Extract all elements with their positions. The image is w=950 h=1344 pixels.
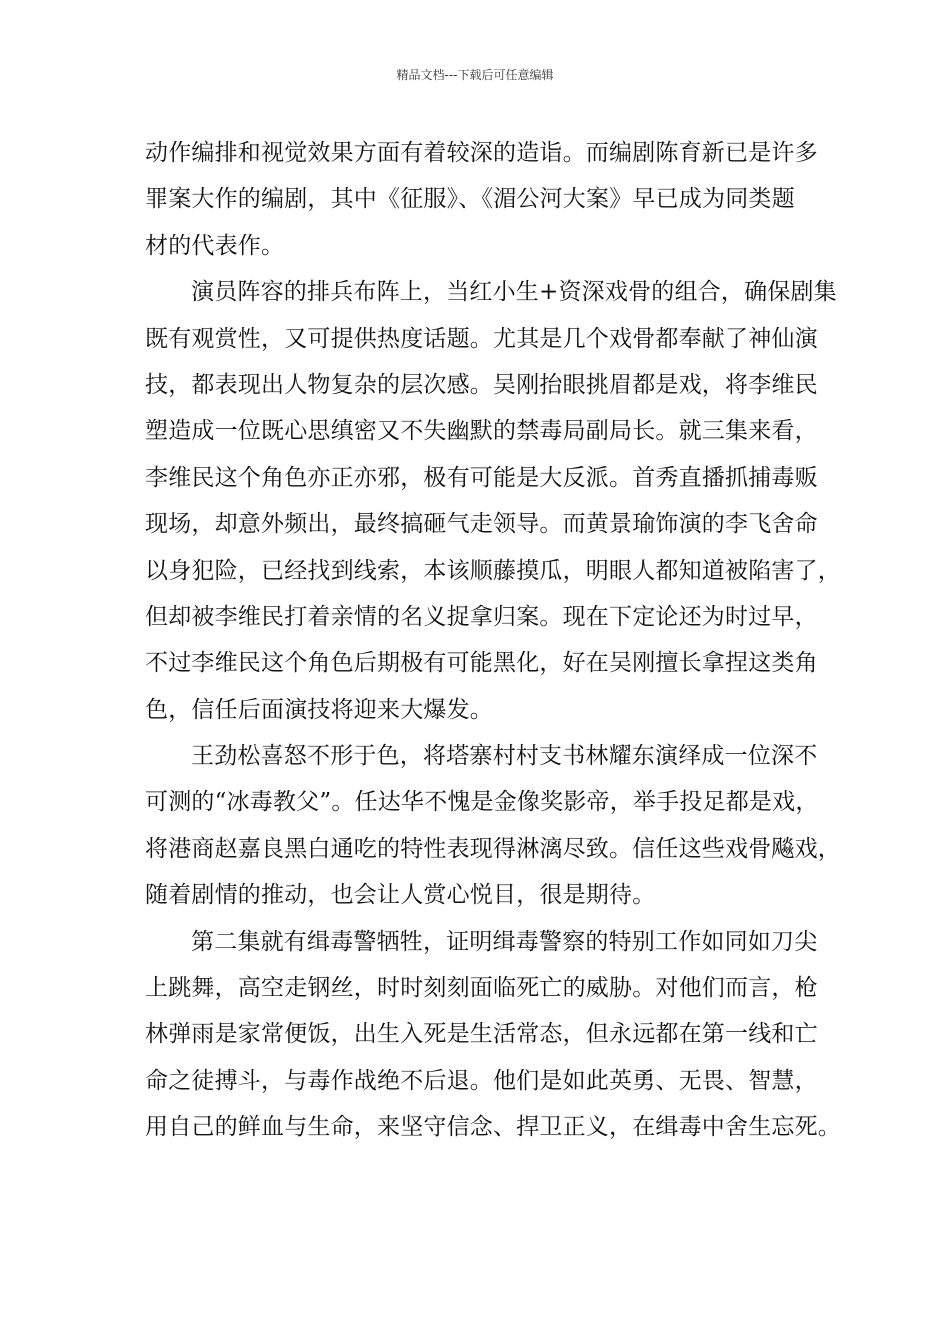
paragraph-3: [145, 733, 841, 919]
text-line: 技，都表现出人物复杂的层次感。吴刚抬眼挑眉都是戏，将李维民: [145, 371, 818, 398]
text-line: 既有观赏性，又可提供热度话题。尤其是几个戏骨都奉献了神仙演: [145, 325, 818, 352]
text-line: 林弹雨是家常便饭，出生入死是生活常态，但永远都在第一线和亡: [145, 1021, 818, 1048]
text-line: 第二集就有缉毒警牺牲，证明缉毒警察的特别工作如同如刀尖: [191, 928, 818, 955]
text-line: 演员阵容的排兵布阵上，当红小生+资深戏骨的组合，确保剧集: [191, 279, 837, 306]
text-line: 罪案大作的编剧，其中《征服》、《湄公河大案》早已成为同类题: [145, 186, 795, 213]
text-line: 上跳舞，高空走钢丝，时时刻刻面临死亡的威胁。对他们而言，枪: [145, 975, 818, 1002]
text-line: 以身犯险，已经找到线索，本该顺藤摸瓜，明眼人都知道被陷害了，: [145, 557, 841, 584]
paragraph-4: [145, 919, 841, 1151]
text-line: 材的代表作。: [145, 232, 285, 259]
document-body: [145, 130, 841, 1151]
text-line: 但却被李维民打着亲情的名义捉拿归案。现在下定论还为时过早，: [145, 603, 818, 630]
paragraph-2: [145, 269, 841, 733]
text-line: 用自己的鲜血与生命，来坚守信念、捍卫正义，在缉毒中舍生忘死。: [145, 1114, 841, 1141]
text-line: 王劲松喜怒不形于色，将塔寨村村支书林耀东演绎成一位深不: [191, 743, 818, 770]
page-header: 精品文档---下载后可任意编辑: [396, 68, 554, 82]
text-line: 动作编排和视觉效果方面有着较深的造诣。而编剧陈育新已是许多: [145, 140, 818, 166]
text-line: 不过李维民这个角色后期极有可能黑化，好在吴刚擅长拿捏这类角: [145, 650, 818, 677]
paragraph-1: [145, 130, 825, 269]
text-line: 将港商赵嘉良黑白通吃的特性表现得淋漓尽致。信任这些戏骨飚戏，: [145, 835, 841, 862]
text-line: 现场，却意外频出，最终搞砸气走领导。而黄景瑜饰演的李飞舍命: [145, 511, 818, 538]
text-line: 命之徒搏斗，与毒作战绝不后退。他们是如此英勇、无畏、智慧，: [145, 1067, 818, 1094]
text-line: 李维民这个角色亦正亦邪，极有可能是大反派。首秀直播抓捕毒贩: [145, 464, 818, 491]
text-line: 可测的“冰毒教父”。任达华不愧是金像奖影帝，举手投足都是戏，: [145, 789, 819, 816]
text-line: 随着剧情的推动，也会让人赏心悦目，很是期待。: [145, 882, 656, 909]
text-line: 塑造成一位既心思缜密又不失幽默的禁毒局副局长。就三集来看，: [145, 418, 818, 445]
text-line: 色，信任后面演技将迎来大爆发。: [145, 696, 493, 723]
